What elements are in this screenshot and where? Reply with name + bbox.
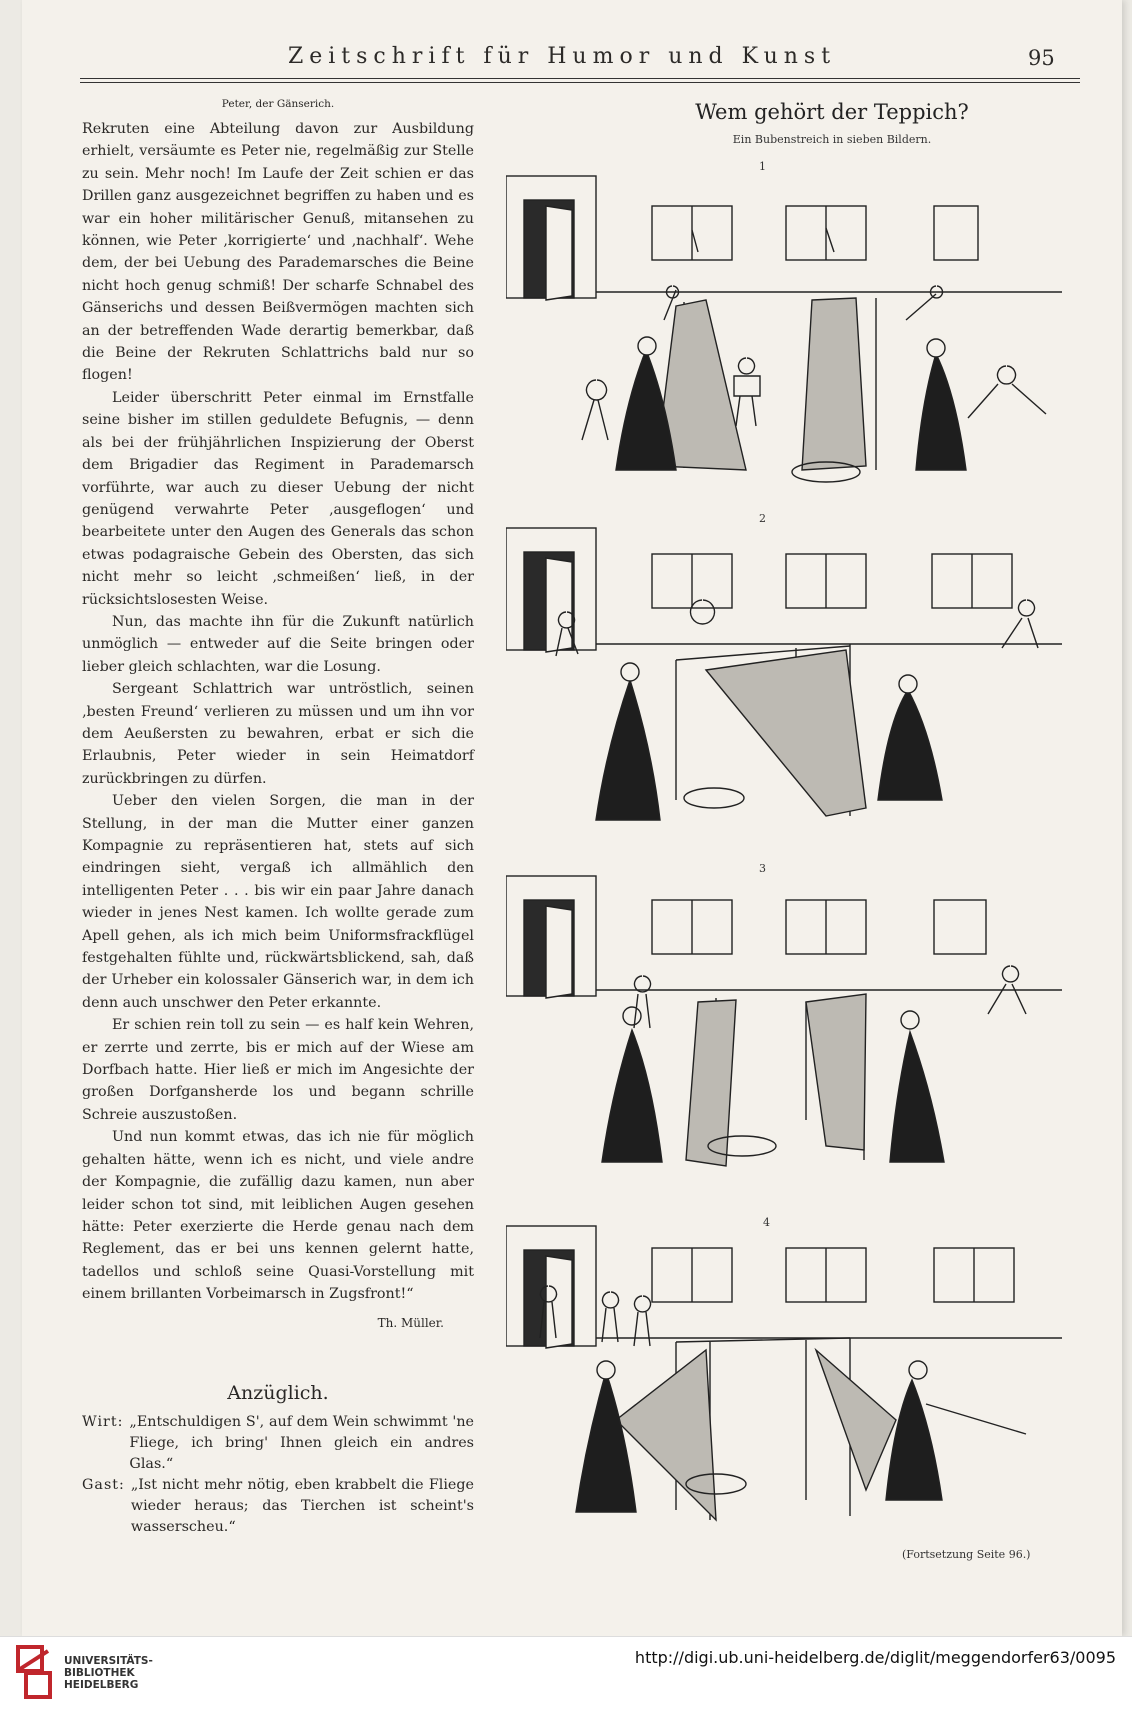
page-number: 95 [1028, 46, 1055, 70]
dialog-line [82, 1412, 474, 1475]
speaker: Gast: [82, 1477, 125, 1494]
magazine-page [22, 0, 1122, 1636]
continuation-note: (Fortsetzung Seite 96.) [902, 1548, 1031, 1561]
illustration-panel-3 [506, 870, 1062, 1170]
joke-title: Anzüglich. [227, 1381, 329, 1404]
illustration-panel-1 [506, 170, 1062, 490]
dialog-line [82, 1475, 474, 1538]
author-signature: Th. Müller. [377, 1315, 444, 1330]
illustration-panel-2 [506, 520, 1062, 830]
footer-bar [0, 1636, 1132, 1717]
library-logo-icon [14, 1643, 54, 1701]
paragraph: Er schien rein toll zu sein — es half kein Wehren, er zerrte und zerrte, bis er mich auf der Wiese am Dorfbach hatte. Hier ließ er mich im Angesichte der großen Dorfgansherde los und begann schrille Schreie auszustoßen. [82, 1017, 474, 1123]
library-name: UNIVERSITÄTS- BIBLIOTHEK HEIDELBERG [64, 1655, 153, 1691]
speaker: Wirt: [82, 1414, 124, 1431]
header-rule [80, 78, 1080, 79]
running-head: Peter, der Gänserich. [221, 98, 335, 110]
story-title: Wem gehört der Teppich? [695, 100, 969, 124]
paragraph: Und nun kommt etwas, das ich nie für möglich gehalten hätte, wenn ich es nicht, und viele andre der Kompagnie, die zufällig dazu kamen, nun aber leider schon tot sind, mit leiblichen Augen gesehen hätte: Peter exerzierte die Herde genau nach dem Reglement, das er bei uns kennen gelernt hatte, tadellos und schloß seine Quasi-Vorstellung mit einem brillanten Vorbeimarsch in Zugsfront!“ [82, 1129, 474, 1303]
header-rule-thin [80, 82, 1080, 83]
paragraph: Leider überschritt Peter einmal im Ernstfalle seine bisher im stillen geduldete Befugnis, — denn als bei der frühjährlichen Inspizierung der Oberst dem Brigadier das Regiment in Parademarsch vorführte, war auch zu dieser Uebung der nicht genügend verwahrte Peter ‚ausgeflogen‘ und bearbeitete unter den Augen des Generals das schon etwas podagraische Gebein des Obersten, das sich nicht mehr so leicht ‚schmeißen‘ ließ, in der rücksichtslosesten Weise. [82, 389, 474, 608]
panel-number: 3 [759, 862, 766, 875]
panel-number: 2 [759, 512, 766, 525]
story-text-column [82, 96, 474, 1538]
source-url-link[interactable]: http://digi.ub.uni-heidelberg.de/diglit/meggendorfer63/0095 [634, 1648, 1116, 1667]
panel-number: 1 [759, 160, 766, 173]
speech: „Entschuldigen S', auf dem Wein schwimmt 'ne Fliege, ich bring' Ihnen gleich ein andres Glas.“ [129, 1414, 474, 1473]
paragraph: Sergeant Schlattrich war untröstlich, seinen ‚besten Freund‘ verlieren zu müssen und um ihn vor dem Aeußersten zu bewahren, erbat er sich die Erlaubnis, Peter wieder in sein Heimatdorf zurückbringen zu dürfen. [82, 681, 474, 787]
panel-number: 4 [763, 1216, 770, 1229]
illustration-panel-4 [506, 1220, 1062, 1540]
paragraph: Nun, das machte ihn für die Zukunft natürlich unmöglich — entweder auf die Seite bringen oder lieber gleich schlachten, war die Losung. [82, 613, 474, 675]
paragraph: Rekruten eine Abteilung davon zur Ausbildung erhielt, versäumte es Peter nie, regelmäßig zur Stelle zu sein. Mehr noch! Im Laufe der Zeit schien er das Drillen ganz ausgezeichnet begriffen zu haben und es war ein hoher militärischer Genuß, mitansehen zu können, wie Peter ‚korrigierte‘ und ‚nachhalf‘. Wehe dem, der bei Uebung des Parademarsches die Beine nicht hoch genug schmiß! Der scharfe Schnabel des Gänserichs und dessen Beißvermögen machten sich an der betreffenden Wade derartig bemerkbar, daß die Beine der Rekruten Schlattrichs bald nur so flogen! [82, 121, 474, 384]
magazine-title: Zeitschrift für Humor und Kunst [287, 44, 837, 69]
story-subtitle: Ein Bubenstreich in sieben Bildern. [732, 133, 932, 146]
speech: „Ist nicht mehr nötig, eben krabbelt die Fliege wieder heraus; das Tierchen ist scheint's wasserscheu.“ [130, 1477, 474, 1536]
paragraph: Ueber den vielen Sorgen, die man in der Stellung, in der man die Mutter einer ganzen Kompagnie zu repräsentieren hat, stets auf sich eindringen sieht, vergaß ich allmählich den intelligenten Peter . . . bis wir ein paar Jahre danach wieder in jenes Nest kamen. Ich wollte gerade zum Apell gehen, als ich mich beim Uniformsfrackflügel festgehalten fühlte und, rückwärtsblickend, sah, daß der Urheber ein kolossaler Gänserich war, in dem ich denn auch unschwer den Peter erkannte. [82, 793, 474, 1011]
